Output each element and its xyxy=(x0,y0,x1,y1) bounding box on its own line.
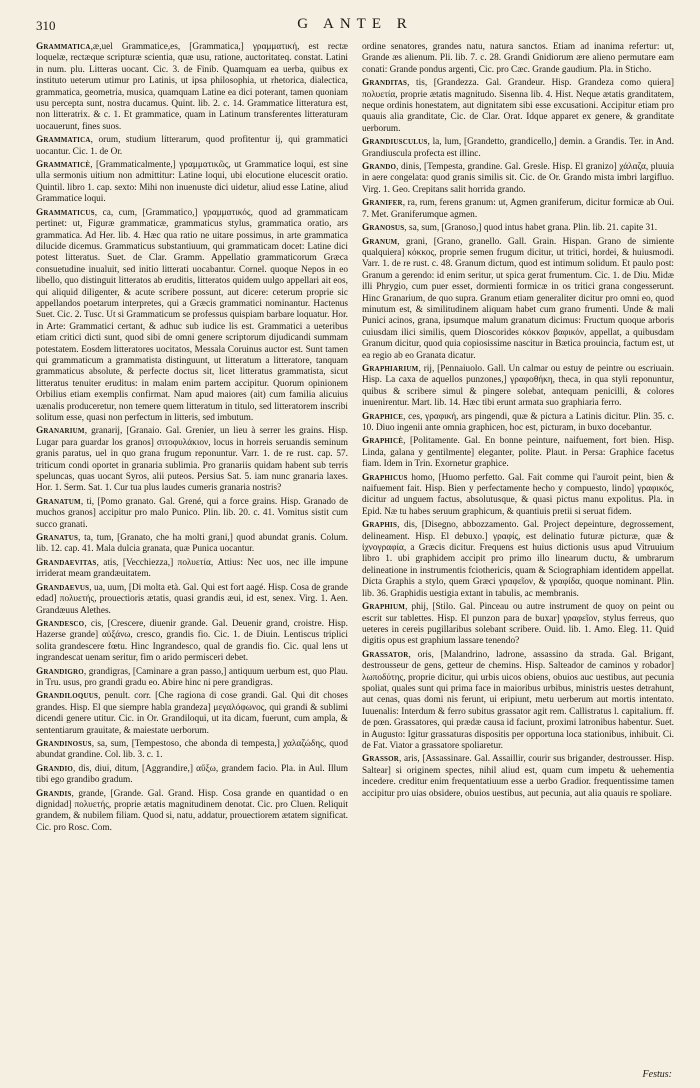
page-header xyxy=(36,14,674,36)
entry-text: , oris, [Malandrino, ladrone, assassino da strada. Gal. Brigant, destrousseur de gens, getteur de chemins. Hisp. Salteador de caminos y robador] λωποδύτης, proprie dicitur, qui urbis uicos obiens, obuios auc uestibus, aut pecunia spoliat, quales sunt qui prima face in maioribus urbibus, ministris uestes detrahunt, aut cenas, quas domi nis ferunt, ui eripiunt, metu uerberum aut mortis intentato. Iuuenalis: Interdum & ferro subitus grassator agit rem. Callistratus l. capitalium. ff. de pœn. Grassatores, qui prædæ causa id faciunt, proximi latronibus habentur. Suet. in Augusto: Igitur grassaturas dispositis per opportuna loca stationibus, inhibuit. Ci. de Fat. Viator a grassatore spoliaretur. xyxy=(362,649,674,751)
entry-text: , aris, [Assassinare. Gal. Assaillir, courir sus brigander, destrousser. Hisp. Saltear] si originem spectes, nihil aliud est, quam cum impetu & uehementia incedere. creditur enim frequentatiuum esse a uerbo Gradior. frequentissime tamen accipitur pro uias obsidere, obuios uestibus, aut pecunia, aut alia quauis re spoliare. xyxy=(362,754,674,799)
entry-text: , dis, [Disegno, abbozzamento. Gal. Project depeinture, degrossement, delineament. Hisp. El debuxo.] γραφίς, est delinatio futuræ picturæ, quæ & ἰχνογραφία, a Græcis dicitur. Frequens est huius dictionis usus apud Vitruuium libro 1. ubi graphidem accipit pro primo illo linearum ductu, & umbrarum delineatione in instrumentis fciothericis, quam & Sciographiam identidem appellat. Dicta Graphis a stylo, quem Græci γραφεῖον, & γραφίδα, quoque nominant. Plin. lib. 36. Graphidis uestigia extant in tabulis, ac membranis. xyxy=(362,520,674,599)
entry-text: , grani, [Grano, granello. Gall. Grain. Hispan. Grano de simiente qualquiera] κόκκος, proprie semen frugum dicitur, ut tritici, hordei, & huiusmodi. Varr. 1. de re rust. c. 48. Granum dictum, quod est intimum solidum. Et paulo post: Granum a gerendo: id enim seritur, ut spica gerat frumentum. Cic. 1. de Diu. Midæ illi Phrygio, cum puer esset, dormienti formicæ in os tritici grana congesserunt. Hinc Granarium, de quo supra. Granum etiam generaliter dicitur pro omni eo, quod minutum est, & similitudinem aliquam habet cum grano frumenti. Unde & mali Punici acinos, grana, ipsumque malum granatum dicimus: Fructum quoque arboris cuiusdam ilici similis, quem Dioscorides κόκκον βαφικόν, appellat, a quibusdam Granum dicitur, quod quia copiosissime nascitur in Bætica prouincia, factum est, ut ea regio ab eo Granata dicatur. xyxy=(362,236,674,361)
entry-text: ,æ,uel Grammatice,es, [Grammatica,] γραμματική, est rectæ loquelæ, rectæque scripturæ scientia, quæ usu, ratione, auctoritateq. constat. Latini in num. plu. Litteras uocant. Cic. 3. de Finib. Quamquam ea uerba, quibus ex instituto ueterum utimur pro Latinis, ut ipsa philosophia, ut rhetorica, dialectica, grammatica, geometria, musica, quamquam Latine ea dici poterant, tamen quoniam usu percepta sunt, nostra ducamus. Quint. lib. 2. c. 14. Grammatice litteratura est, non litteratrix. & c. 1. Et grammatice, quam in Latinum transferentes litteraturam uocauerunt, fines suos. xyxy=(36,42,348,132)
entry-text: , tis, [Grandezza. Gal. Grandeur. Hisp. Grandeza como quiera] πολυετία, proprie ætatis magnitudo. Sisenna lib. 4. Hist. Neque ætatis granditatem, neque ordinis honestatem, aut dignitatem sibi esse excusationi. Accipitur etiam pro quauis alia granditate, Cic. de Clar. Orat. Idque apparet ex genere, & granditate uerborum. xyxy=(362,78,674,134)
dictionary-entry xyxy=(362,364,674,410)
entry-headword: Grassor xyxy=(362,754,400,765)
dictionary-entry xyxy=(36,42,348,133)
entry-text: , sa, sum, [Granoso,] quod intus habet grana. Plin. lib. 21. capite 31. xyxy=(404,223,658,234)
entry-headword: Graphicus xyxy=(362,472,408,483)
catchword: Festus: xyxy=(642,1069,672,1080)
dictionary-entry xyxy=(362,602,674,648)
entry-text: , ca, cum, [Grammatico,] γραμματικός, quod ad grammaticam pertinet: ut, Figuræ grammaticæ, grammaticus stylus, grammatica oratio, ars grammatica. Ad Her. lib. 4. Hæc qua ratio ne uitare possimus, in arte grammatica dilucide dicemus. Grammaticus substantiuum, qui grammaticam docet: Latine dici potest litteratus. Suet. de Clar. Gramm. Appellatio grammaticorum Græca consuetudine inualuit, sed initio litterati uocabantur. Cornel. quoque Nepos in eo libello, quo distinguit litteratos ab eruditis, litteratos quidem uulgo appellari ait eos, qui aliquid diligenter, & acute scribere possunt, aut dicere: ceterum proprie sic appellandos poetarum interpretes, qui a Græcis grammatici nominantur. Hactenus Suet. Cic. 2. Tusc. Ut si Grammaticum se professus quispiam barbare loquatur. Hor. in Arte: Grammatici certant, & adhuc sub iudice lis est. Grammatici a ueteribus etiam critici dicti sunt, quod sibi de omni genere scriptorum dijudicandi summam potestatem. Eosdem litteratores uocitatos, Messala Coruinus auctor est. Sunt tamen qui grammaticum a grammatista distinguunt, ut litteratum a litteratore, tanquam grammaticus absolute, & perfecte doctus sit, licet litteratus grammatista, sicut litteratus tenuiter eruditus: in malam enim partem accipitur. Quorum opinionem Orbilius etiam exemplis confirmat. Nam apud maiores (ait) cum familia alicuius uænalis produceretur, non temere quem litteratum in titulo, sed litteratorem inscribi solitum esse, quasi non perfectum in litteris, sed imbutum. xyxy=(36,207,348,423)
entry-headword: Grandiloquus xyxy=(36,691,99,702)
entry-text: , [Grammaticalmente,] γραμματικῶς, ut Grammatice loqui, est sine ulla sermonis uitium non admittitur: Latine loqui, ubi elocutione elucescit oratio. Quintil. libro 1. cap. sexto: Mihi non inuenuste dici uidetur, aliud esse Latine, aliud Grammatice loqui. xyxy=(36,160,348,205)
entry-text: , grande, [Grande. Gal. Grand. Hisp. Cosa grande en quantidad o en dignidad] πολυετής, proprie ætatis magnitudinem denotat. Cic. pro Cluen. Reliquit grandem, & nubilem filiam. Quod si, natu, addatur, prouectiorem ætatem significat. Cic. pro Rosc. Com. xyxy=(36,788,348,833)
entry-text: , dis, diui, ditum, [Aggrandire,] αὔξω, grandem facio. Pla. in Aul. Illum tibi ego grandibo gradum. xyxy=(36,763,348,786)
dictionary-entry xyxy=(362,436,674,470)
dictionary-entry xyxy=(36,426,348,494)
entry-headword: Grammatica xyxy=(36,135,91,146)
entry-text: , sa, sum, [Tempestoso, che abonda di tempesta,] χαλαζώδης, quod abundat grandine. Col. lib. 3. c. 1. xyxy=(36,738,348,761)
entry-headword: Graphice xyxy=(362,411,404,422)
entry-headword: Grandaevitas xyxy=(36,557,97,568)
entry-headword: Grandio xyxy=(36,763,74,774)
entry-headword: Graphium xyxy=(362,602,406,613)
entry-headword: Grammatica xyxy=(36,42,91,52)
entry-text: , rij, [Pennaiuolo. Gall. Un calmar ou estuy de peintre ou escriuain. Hisp. La caxa de aquellos punzones,] γραφοθήκη, theca, in qua styli reponuntur, quibus & scribere simul & pingere solebat, antequam penicilli, & colores inuenirentur. Mart. lib. 14. Hæc tibi erunt armata suo graphiaria ferro. xyxy=(362,363,674,409)
dictionary-entry xyxy=(362,223,674,234)
entry-text: , ta, tum, [Granato, che ha molti grani,] quod abundat granis. Colum. lib. 12. cap. 41. Mala dulcia granata, quæ Punica uocantur. xyxy=(36,533,348,555)
entry-text: , cis, [Crescere, diuenir grande. Gal. Deuenir grand, croistre. Hisp. Hazerse grande] αὐξάνω, cresco, grandis fio. Cic. 1. de Diuin. Lentiscus triplici solita grandescere fœtu. Hinc Ingrandesco, qual de grandis fio. Cic. qual lens ut ingrandescat uenam seritur, fim o arido permisceri debet. xyxy=(36,618,348,664)
entry-text: , dinis, [Tempesta, grandine. Gal. Gresle. Hisp. El granizo] χάλαζα, pluuia in aere congelata: quod granis similis sit. Cic. de Or. Grando mista imbri largifluo. Virg. 1. Geo. Crepitans salit horrida grando. xyxy=(362,162,674,195)
dictionary-entry xyxy=(36,208,348,425)
dictionary-entry xyxy=(36,135,348,158)
dictionary-entry xyxy=(36,667,348,690)
entry-text: , ua, uum, [Di molta età. Gal. Qui est fort aagé. Hisp. Cosa de grande edad] πολυετής, prouectioris ætatis, quasi grandis æui, id est, senex. Virg. 1. Aen. Grandæuus Alethes. xyxy=(36,582,348,616)
entry-text: , grandigras, [Caminare a gran passo,] antiquum uerbum est, quo Plau. in Tru. usus, pro grandi gradu eo. Abire hinc ni pere grandigras. xyxy=(36,666,348,688)
dictionary-entry xyxy=(362,754,674,800)
dictionary-entry xyxy=(36,160,348,206)
entry-headword: Granum xyxy=(362,236,398,247)
dictionary-entry xyxy=(36,619,348,665)
dictionary-entry xyxy=(36,558,348,581)
entry-headword: Grammaticus xyxy=(36,207,95,218)
dictionary-entry xyxy=(362,137,674,160)
entry-headword: Granarium xyxy=(36,426,85,437)
entry-text: , ces, γραφική, ars pingendi, quæ & pictura a Latinis dicitur. Plin. 35. c. 10. Diuo ingenii ante omnia graphicen, hoc est, picturam, in buxo docebantur. xyxy=(362,411,674,433)
entry-text: homo, [Huomo perfetto. Gal. Fait comme qui l'auroit peint, bien & naifuement fait. Hisp. Bien y perfectamente hecho y compuesto, lindo] γραφικός, dicitur ad unguem factus, absolutusque, & quasi pictus manu expolitus. Pla. in Epid. Næ tu habes seruum graphicum, & quantiuis pretii si seruat fidem. xyxy=(362,472,674,517)
dictionary-entry xyxy=(362,473,674,519)
entry-headword: Grandigro xyxy=(36,666,84,677)
entry-headword: Granosus xyxy=(362,223,405,234)
dictionary-entry xyxy=(362,198,674,221)
dictionary-entry xyxy=(362,78,674,135)
entry-headword: Granifer xyxy=(362,198,403,209)
entry-text: , phij, [Stilo. Gal. Pinceau ou autre instrument de quoy on peint ou escrit sur tablettes. Hisp. El punzon para de buxar] γραφεῖον, stylus ferreus, quo ueteres in cereis pugillaribus solebant scribere. Ouid. lib. 1. Amo. Eleg. 11. Quid digitis opus est graphium lassare tenendo? xyxy=(362,602,674,647)
entry-headword: Grando xyxy=(362,162,397,173)
right-column xyxy=(362,42,674,836)
entry-headword: Grandiusculus xyxy=(362,137,428,148)
dictionary-entry xyxy=(362,162,674,196)
dictionary-entry xyxy=(36,691,348,737)
dictionary-entry xyxy=(362,520,674,600)
entry-headword: Grandis xyxy=(36,788,72,799)
dictionary-entry xyxy=(36,764,348,787)
running-head: G ANTE R xyxy=(297,16,413,32)
dictionary-entry xyxy=(362,650,674,753)
entry-headword: Graphis xyxy=(362,520,398,531)
dictionary-entry xyxy=(36,583,348,617)
dictionary-entry xyxy=(362,42,674,76)
entry-headword: Grassator xyxy=(362,649,409,660)
dictionary-entry xyxy=(362,412,674,435)
entry-text: , ti, [Pomo granato. Gal. Grené, qui a force grains. Hisp. Granado de muchos granos] accipitur pro malo Punico. Plin. lib. 20. c. 41. Vomitus sistit cum succo granati. xyxy=(36,496,348,530)
entry-headword: Graphiarium xyxy=(362,363,419,374)
entry-headword: Granatum xyxy=(36,496,81,507)
dictionary-entry xyxy=(362,237,674,362)
entry-text: , penult. corr. [Che ragiona di cose grandi. Gal. Qui dit choses grandes. Hisp. El que siempre habla grandeza] μεγαλόφωνος, qui grandi & sublimi dicendi genere utitur. Cic. in Or. Grandiloqui, ut ita dicam, fuerunt, cum ampla, & sententiarum grauitate, & maiestate uerborum. xyxy=(36,691,348,736)
entry-headword: Grammaticè xyxy=(36,160,91,171)
entry-text: ordine senatores, grandes natu, natura sanctos. Etiam ad inanima refertur: ut, Grande æs alienum. Pli. lib. 7. c. 28. Grandi Gnidiorum ære alieno permutare eam conati: Grande pondus argenti, Cic. pro Cæc. Grande gaudium. Pla. in Sticho. xyxy=(362,42,674,75)
text-columns xyxy=(36,42,674,836)
left-column xyxy=(36,42,348,836)
dictionary-entry xyxy=(36,789,348,835)
entry-headword: Graphicè xyxy=(362,436,404,447)
entry-text: , ra, rum, ferens granum: ut, Agmen graniferum, dicitur formicæ ab Oui. 7. Met. Graniferumque agmen. xyxy=(362,198,674,220)
entry-headword: Grandinosus xyxy=(36,738,92,749)
entry-text: , atis, [Vecchiezza,] πολυετία, Attius: Nec uos, nec ille impune irriderat meam grandæuitatem. xyxy=(36,557,348,580)
page-number: 310 xyxy=(36,18,56,33)
entry-text: , granarij, [Granaio. Gal. Grenier, un lieu à serrer les grains. Hisp. Lugar para guardar los granos] σιτοφυλάκιον, locus in horreis seruandis seminum granis paratus, uel in quo grana frugum reponuntur. Varr. 1. de re rust. cap. 57. triticum condi oportet in granaria sublimia. Pro granariis quidam habent sub terris speluncas, quas uocant Syros, alii puteos. Persius Sat. 5. iam nunc granaria laxes. Hor. 1. Serm. Sat. 1. Cur tua plus laudes cumeris granaria nostris? xyxy=(36,426,348,494)
entry-text: , [Politamente. Gal. En bonne peinture, naifuement, fort bien. Hisp. Linda, galana y gentilmente] eleganter, polite. Plaut. in Persa: Graphice facetus fiam. Idem in Trin. Exornetur graphice. xyxy=(362,436,674,470)
entry-headword: Grandesco xyxy=(36,618,85,629)
dictionary-entry xyxy=(36,497,348,531)
entry-headword: Granatus xyxy=(36,533,79,544)
dictionary-entry xyxy=(36,739,348,762)
entry-text: , la, lum, [Grandetto, grandicello,] demin. a Grandis. Ter. in And. Grandiuscula profecta est illinc. xyxy=(362,137,674,159)
entry-headword: Granditas xyxy=(362,78,408,89)
entry-text: , orum, studium litterarum, quod profitentur ij, qui grammatici uocantur. Cic. 1. de Or. xyxy=(36,135,348,157)
entry-headword: Grandaevus xyxy=(36,582,90,593)
dictionary-entry xyxy=(36,533,348,556)
